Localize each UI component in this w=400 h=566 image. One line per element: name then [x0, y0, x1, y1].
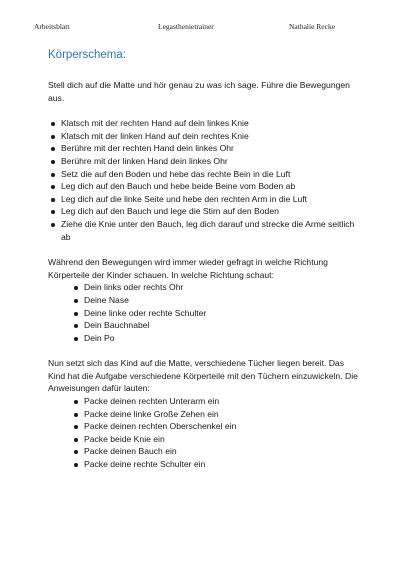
list-item: Deine linke oder rechte Schulter: [84, 307, 358, 320]
list-item: Packe deine linke Große Zehen ein: [84, 408, 358, 421]
list-item: Packe deinen Bauch ein: [84, 445, 358, 458]
list-item: Klatsch mit der linken Hand auf dein rechtes Knie: [61, 130, 358, 143]
list-item: Ziehe die Knie unter den Bauch, leg dich darauf und strecke die Arme seitlich ab: [61, 218, 358, 243]
worksheet-body: [48, 79, 358, 471]
list-item: Leg dich auf den Bauch und hebe beide Beine vom Boden ab: [61, 180, 358, 193]
page-title: Körperschema:: [48, 49, 126, 61]
list-item: Packe deinen rechten Unterarm ein: [84, 395, 358, 408]
cloths-paragraph: Nun setzt sich das Kind auf die Matte, verschiedene Tücher liegen bereit. Das Kind hat die Aufgabe verschiedene Körperteile mit den Tüchern einzuwickeln. Die Anweisungen dafür lauten:: [48, 358, 358, 394]
list-item: Berühre mit der linken Hand dein linkes Ohr: [61, 155, 358, 168]
list-item: Setz die auf den Boden und hebe das rechte Bein in die Luft: [61, 168, 358, 181]
cloths-list: [48, 395, 358, 471]
list-item: Dein Po: [84, 332, 358, 345]
directions-list: [48, 281, 358, 344]
header-right-text: Nathalie Recke: [289, 22, 336, 31]
list-item: Klatsch mit der rechten Hand auf dein linkes Knie: [61, 117, 358, 130]
header-left-text: Arbeitsblatt: [34, 22, 70, 31]
movement-list: [48, 117, 358, 243]
intro-paragraph: Stell dich auf die Matte und hör genau zu was ich sage. Führe die Bewegungen aus.: [48, 80, 350, 103]
header-center-text: Legasthenietrainer: [158, 22, 214, 31]
list-item: Berühre mit der rechten Hand dein linkes Ohr: [61, 142, 358, 155]
list-item: Packe deine rechte Schulter ein: [84, 458, 358, 471]
list-item: Dein Bauchnabel: [84, 319, 358, 332]
list-item: Leg dich auf den Bauch und lege die Stirn auf den Boden: [61, 205, 358, 218]
list-item: Leg dich auf die linke Seite und hebe den rechten Arm in die Luft: [61, 193, 358, 206]
list-item: Dein links oder rechts Ohr: [84, 281, 358, 294]
list-item: Packe deinen rechten Oberschenkel ein: [84, 420, 358, 433]
list-item: Packe beide Knie ein: [84, 433, 358, 446]
list-item: Deine Nase: [84, 294, 358, 307]
page-header: [0, 22, 400, 34]
directions-paragraph: Während den Bewegungen wird immer wieder gefragt in welche Richtung Körperteile der Kinder schauen. In welche Richtung schaut:: [48, 257, 328, 280]
